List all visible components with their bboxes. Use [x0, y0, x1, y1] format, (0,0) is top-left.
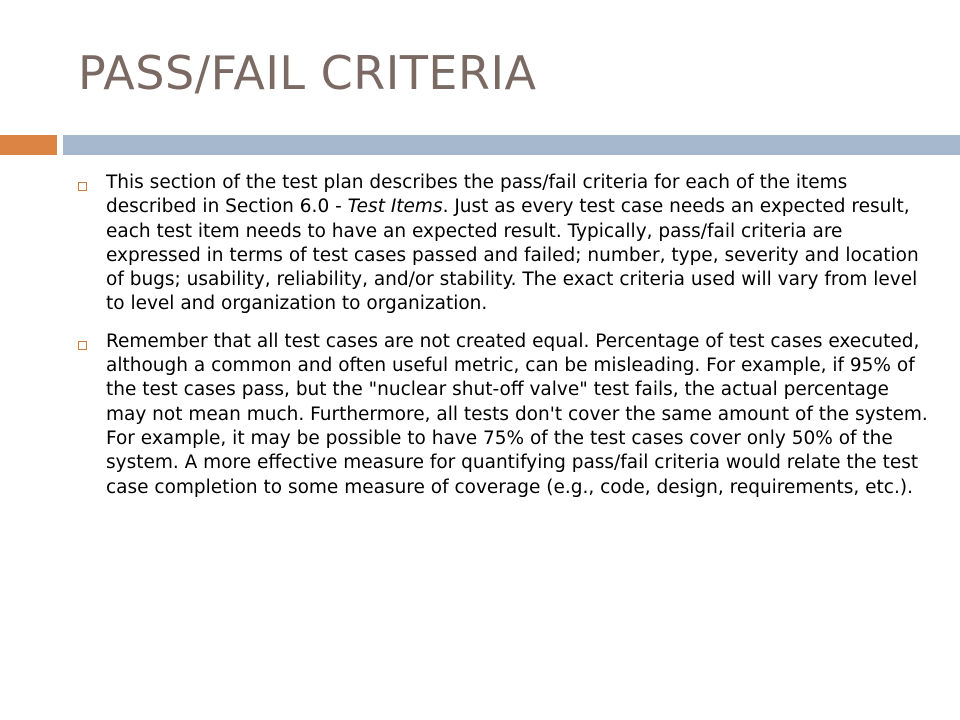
- bullet-item: [78, 171, 934, 317]
- square-bullet-icon: [78, 182, 87, 191]
- bullet-list: [78, 171, 934, 513]
- title-underline-bar: [63, 135, 960, 155]
- bullet-text: Remember that all test cases are not created equal. Percentage of test cases executed, although a common and often useful metric, can be misleading. For example, if 95% of the test cases pass, but the "nuclear shut-off valve" test fails, the actual percentage may not mean much. Furthermore, all tests don't cover the same amount of the system. For example, it may be possible to have 75% of the test cases cover only 50% of the system. A more effective measure for quantifying pass/fail criteria would relate the test case completion to some measure of coverage (e.g., code, design, requirements, etc.).: [106, 330, 928, 498]
- accent-bar: [0, 135, 57, 155]
- square-bullet-icon: [78, 341, 87, 350]
- slide-title: PASS/FAIL CRITERIA: [78, 46, 537, 100]
- bullet-text-emphasis: Test Items: [347, 196, 443, 218]
- bullet-item: [78, 330, 934, 500]
- bullet-text-part: This section of the test plan describes the pass/fail criteria for each of the items described in Section 6.0 -: [106, 172, 848, 218]
- bullet-text: [106, 171, 934, 317]
- bullet-text-part: . Just as every test case needs an expected result, each test item needs to have an expected result. Typically, pass/fail criteria are expressed in terms of test cases passed and failed; number, type, severity and location of bugs; usability, reliability, and/or stability. The exact criteria used will vary from level to level and organization to organization.: [106, 196, 919, 315]
